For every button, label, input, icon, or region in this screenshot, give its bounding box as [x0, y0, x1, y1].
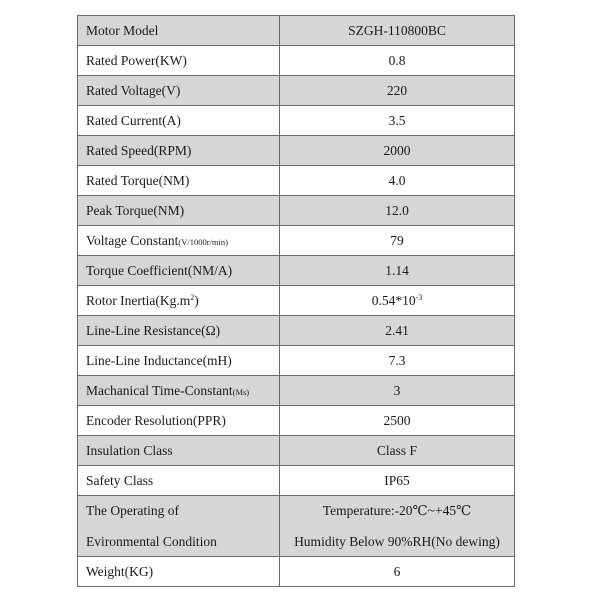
safety-class-label: Safety Class	[78, 466, 280, 496]
rotor-inertia-tail: )	[194, 292, 199, 308]
encoder-resolution-label: Encoder Resolution(PPR)	[78, 406, 280, 436]
insulation-class-value: Class F	[280, 436, 515, 466]
rated-power-label: Rated Power(KW)	[78, 46, 280, 76]
operating-condition-value	[280, 496, 515, 557]
table-row	[78, 557, 515, 587]
rated-voltage-value: 220	[280, 76, 515, 106]
table-row	[78, 256, 515, 286]
rated-power-value: 0.8	[280, 46, 515, 76]
rated-voltage-label: Rated Voltage(V)	[78, 76, 280, 106]
table-row	[78, 376, 515, 406]
rated-speed-label: Rated Speed(RPM)	[78, 136, 280, 166]
table-row	[78, 436, 515, 466]
motor-model-label: Motor Model	[78, 16, 280, 46]
rated-torque-label: Rated Torque(NM)	[78, 166, 280, 196]
table-row	[78, 346, 515, 376]
rotor-inertia-value	[280, 286, 515, 316]
rotor-inertia-mantissa: 0.54*10	[371, 292, 416, 308]
time-constant-value: 3	[280, 376, 515, 406]
weight-label: Weight(KG)	[78, 557, 280, 587]
voltage-constant-label	[78, 226, 280, 256]
table-row	[78, 466, 515, 496]
inductance-label: Line-Line Inductance(mH)	[78, 346, 280, 376]
encoder-resolution-value: 2500	[280, 406, 515, 436]
insulation-class-label: Insulation Class	[78, 436, 280, 466]
resistance-value: 2.41	[280, 316, 515, 346]
table-row	[78, 406, 515, 436]
motor-spec-table	[77, 15, 515, 587]
table-row	[78, 286, 515, 316]
rotor-inertia-value-exponent: -3	[415, 292, 423, 302]
table-row	[78, 46, 515, 76]
table-row	[78, 226, 515, 256]
table-row	[78, 106, 515, 136]
time-constant-unit: (Ms)	[232, 386, 250, 397]
voltage-constant-text: Voltage Constant	[86, 232, 179, 248]
rated-current-value: 3.5	[280, 106, 515, 136]
table-row	[78, 166, 515, 196]
operating-condition-line2: Evironmental Condition	[86, 533, 217, 549]
peak-torque-label: Peak Torque(NM)	[78, 196, 280, 226]
rotor-inertia-label	[78, 286, 280, 316]
rated-speed-value: 2000	[280, 136, 515, 166]
table-row	[78, 316, 515, 346]
operating-condition-line1: The Operating of	[86, 503, 179, 518]
peak-torque-value: 12.0	[280, 196, 515, 226]
table-row	[78, 136, 515, 166]
time-constant-label	[78, 376, 280, 406]
inductance-value: 7.3	[280, 346, 515, 376]
table-row	[78, 496, 515, 557]
motor-model-value: SZGH-110800BC	[280, 16, 515, 46]
rated-current-label: Rated Current(A)	[78, 106, 280, 136]
voltage-constant-value: 79	[280, 226, 515, 256]
table-row	[78, 16, 515, 46]
humidity-limit: Humidity Below 90%RH(No dewing)	[294, 533, 500, 549]
weight-value: 6	[280, 557, 515, 587]
resistance-label: Line-Line Resistance(Ω)	[78, 316, 280, 346]
operating-condition-label	[78, 496, 280, 557]
table-row	[78, 76, 515, 106]
rated-torque-value: 4.0	[280, 166, 515, 196]
voltage-constant-unit: (V/1000r/min)	[178, 236, 228, 247]
torque-coefficient-value: 1.14	[280, 256, 515, 286]
torque-coefficient-label: Torque Coefficient(NM/A)	[78, 256, 280, 286]
temperature-range: Temperature:-20℃~+45℃	[322, 503, 472, 518]
rotor-inertia-text: Rotor Inertia(Kg.m	[86, 292, 191, 308]
time-constant-text: Machanical Time-Constant	[86, 382, 233, 398]
table-row	[78, 196, 515, 226]
safety-class-value: IP65	[280, 466, 515, 496]
rotor-inertia-exponent: 2	[190, 292, 195, 302]
